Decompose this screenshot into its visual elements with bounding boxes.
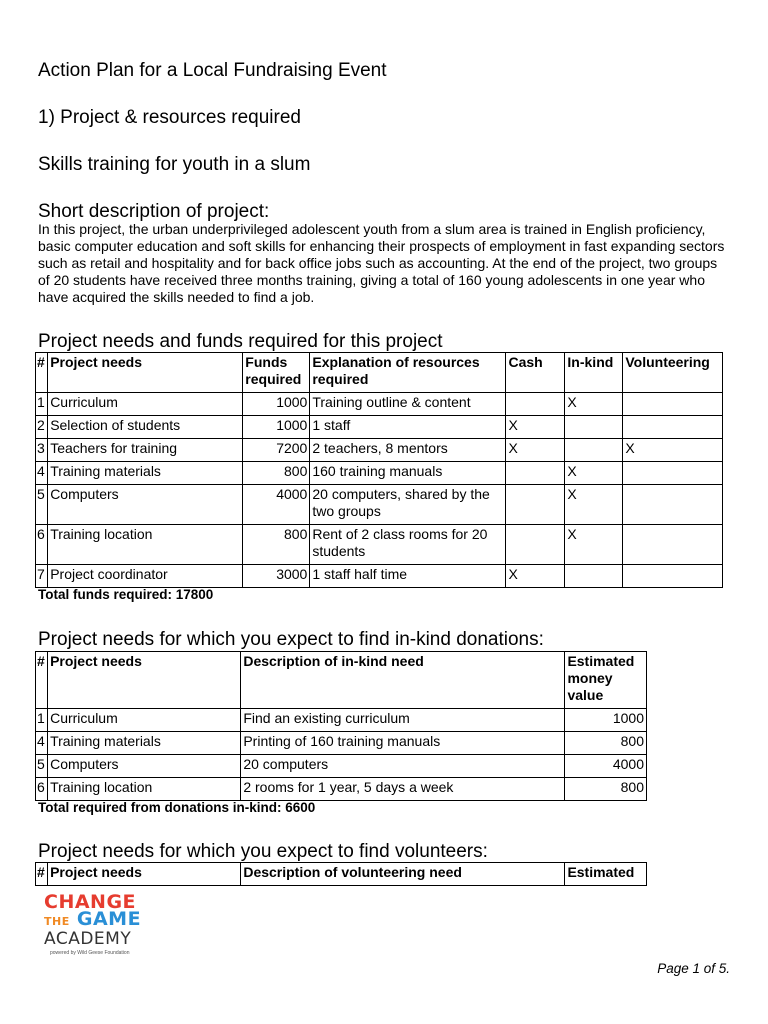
column-header: Description of volunteering need [241, 863, 565, 886]
change-the-game-academy-logo [44, 891, 144, 956]
column-header: Explanation of resources required [310, 353, 506, 393]
cash-mark: X [506, 439, 565, 462]
funds-required: 1000 [243, 393, 310, 416]
inkind-table-heading: Project needs for which you expect to find in-kind donations: [38, 629, 544, 650]
column-header: Project needs [48, 863, 241, 886]
cash-mark: X [506, 565, 565, 588]
estimated-value: 800 [565, 732, 647, 755]
resource-explanation: Rent of 2 class rooms for 20 students [310, 525, 506, 565]
logo-line-academy: ACADEMY [44, 929, 132, 949]
estimated-value: 4000 [565, 755, 647, 778]
inkind-mark [565, 416, 623, 439]
short-description-heading: Short description of project: [38, 201, 270, 222]
project-need: Computers [48, 755, 241, 778]
resource-explanation: Training outline & content [310, 393, 506, 416]
project-name: Skills training for youth in a slum [38, 154, 311, 175]
row-number: 7 [36, 565, 48, 588]
table-row [36, 755, 647, 778]
row-number: 6 [36, 525, 48, 565]
row-number: 4 [36, 462, 48, 485]
cash-mark [506, 393, 565, 416]
logo-word-game: GAME [76, 908, 142, 930]
table-row [36, 439, 723, 462]
page-number: Page 1 of 5. [657, 961, 730, 976]
row-number: 5 [36, 755, 48, 778]
column-header: Estimated [565, 863, 647, 886]
project-need: Selection of students [48, 416, 243, 439]
volunteering-mark [623, 525, 723, 565]
funds-required: 4000 [243, 485, 310, 525]
row-number: 6 [36, 778, 48, 801]
inkind-mark [565, 439, 623, 462]
resource-explanation: 2 teachers, 8 mentors [310, 439, 506, 462]
project-need: Teachers for training [48, 439, 243, 462]
row-number: 1 [36, 709, 48, 732]
funds-required: 800 [243, 462, 310, 485]
column-header: # [36, 652, 48, 709]
logo-word-the: THE [44, 915, 70, 928]
row-number: 3 [36, 439, 48, 462]
volunteer-table [35, 862, 647, 886]
resource-explanation: 20 computers, shared by the two groups [310, 485, 506, 525]
project-need: Curriculum [48, 709, 241, 732]
estimated-value: 1000 [565, 709, 647, 732]
total-inkind-required: Total required from donations in-kind: 6600 [38, 800, 316, 815]
table-row [36, 525, 723, 565]
volunteer-table-heading: Project needs for which you expect to find volunteers: [38, 841, 488, 862]
funds-required: 1000 [243, 416, 310, 439]
table-row [36, 485, 723, 525]
logo-tagline: powered by Wild Geese Foundation [50, 950, 130, 956]
table-header-row [36, 863, 647, 886]
section-heading: 1) Project & resources required [38, 107, 301, 128]
logo-line-the-game [44, 908, 144, 930]
inkind-mark: X [565, 462, 623, 485]
row-number: 1 [36, 393, 48, 416]
project-need: Training materials [48, 732, 241, 755]
document-title: Action Plan for a Local Fundraising Event [38, 60, 387, 81]
resource-explanation: 160 training manuals [310, 462, 506, 485]
short-description-text: In this project, the urban underprivileged adolescent youth from a slum area is trained in English proficiency, basic computer education and soft skills for enhancing their prospects of employment in fast expanding sectors such as retail and hospitality and for back office jobs such as accounting. At the end of the project, two groups of 20 students have received three months training, giving a total of 160 young adolescents in one year who have acquired the skills needed to find a job. [38, 221, 725, 305]
cash-mark [506, 485, 565, 525]
cash-mark: X [506, 416, 565, 439]
volunteering-mark [623, 485, 723, 525]
resource-explanation: 1 staff half time [310, 565, 506, 588]
inkind-mark [565, 565, 623, 588]
needs-table [35, 352, 723, 588]
logo-line-change: CHANGE [44, 891, 137, 913]
inkind-mark: X [565, 525, 623, 565]
project-need: Computers [48, 485, 243, 525]
column-header: Cash [506, 353, 565, 393]
column-header: # [36, 353, 48, 393]
funds-required: 800 [243, 525, 310, 565]
table-row [36, 393, 723, 416]
table-header-row [36, 652, 647, 709]
table-row [36, 778, 647, 801]
row-number: 2 [36, 416, 48, 439]
cash-mark [506, 462, 565, 485]
table-row [36, 732, 647, 755]
volunteering-mark: X [623, 439, 723, 462]
estimated-value: 800 [565, 778, 647, 801]
column-header: Project needs [48, 353, 243, 393]
column-header: Funds required [243, 353, 310, 393]
inkind-description: 20 computers [241, 755, 565, 778]
project-need: Training location [48, 778, 241, 801]
table-row [36, 462, 723, 485]
column-header: In-kind [565, 353, 623, 393]
project-need: Curriculum [48, 393, 243, 416]
column-header: Description of in-kind need [241, 652, 565, 709]
row-number: 4 [36, 732, 48, 755]
inkind-description: Printing of 160 training manuals [241, 732, 565, 755]
column-header: Project needs [48, 652, 241, 709]
needs-table-heading: Project needs and funds required for this project [38, 331, 443, 352]
resource-explanation: 1 staff [310, 416, 506, 439]
table-row [36, 565, 723, 588]
funds-required: 3000 [243, 565, 310, 588]
project-need: Training location [48, 525, 243, 565]
column-header: Volunteering [623, 353, 723, 393]
inkind-description: 2 rooms for 1 year, 5 days a week [241, 778, 565, 801]
volunteering-mark [623, 565, 723, 588]
project-need: Training materials [48, 462, 243, 485]
table-header-row [36, 353, 723, 393]
table-row [36, 416, 723, 439]
volunteering-mark [623, 393, 723, 416]
volunteering-mark [623, 462, 723, 485]
cash-mark [506, 525, 565, 565]
inkind-mark: X [565, 393, 623, 416]
inkind-description: Find an existing curriculum [241, 709, 565, 732]
table-row [36, 709, 647, 732]
column-header: Estimated money value [565, 652, 647, 709]
project-need: Project coordinator [48, 565, 243, 588]
total-funds-required: Total funds required: 17800 [38, 587, 214, 602]
column-header: # [36, 863, 48, 886]
volunteering-mark [623, 416, 723, 439]
inkind-mark: X [565, 485, 623, 525]
row-number: 5 [36, 485, 48, 525]
inkind-table [35, 651, 647, 801]
funds-required: 7200 [243, 439, 310, 462]
